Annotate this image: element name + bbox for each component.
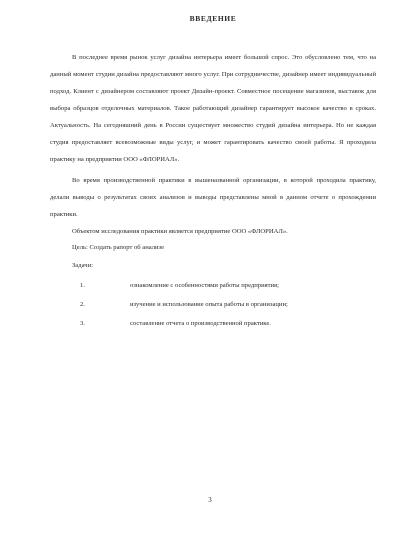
page-number: 3: [208, 496, 212, 504]
list-item: [50, 295, 376, 314]
list-item-number: 1.: [80, 282, 85, 289]
tasks-label: Задачи:: [72, 262, 93, 269]
tasks-list: [50, 276, 376, 333]
list-item: [50, 314, 376, 333]
practice-paragraph: Во время производственной практики в вышеназванной организации, в которой проходила практику, делали выводы о результатах своих анализов и выводы представлены мной в данном отчете о прохождении практики.: [50, 177, 376, 218]
intro-paragraph: В последнее время рынок услуг дизайна интерьера имеет большой спрос. Это обусловлено тем, что на данный момент студии дизайна предоставляют много услуг. При сотрудничестве, дизайнер имеет индивидуальный подход. Клиент с дизайнером составляют проект Дизайн-проект. Совместное посещение магазинов, выставок для выбора образцов отделочных материалов. Такое работающий дизайнер гарантирует высокое качество в сроках. Актуальность. На сегодняшний день в России существует множество студий дизайна интерьера. Но не каждая студия предоставляет всевозможные виды услуг, и может гарантировать качество своей работы. Я проходила практику на предприятии ООО «ФЛОРИАЛ».: [50, 54, 376, 163]
goal-line: Цель: Создать рапорт об анализе: [72, 244, 165, 251]
list-item-number: 2.: [80, 301, 85, 308]
list-item-text: составление отчета о производственной практике.: [130, 320, 271, 327]
list-item: [50, 276, 376, 295]
list-item-text: изучение и использование опыта работы в организации;: [130, 301, 288, 308]
list-item-number: 3.: [80, 320, 85, 327]
object-paragraph: Объектом исследования практики является предприятие ООО «ФЛОРИАЛ».: [72, 228, 288, 235]
document-title: ВВЕДЕНИЕ: [189, 14, 237, 23]
list-item-text: ознакомление с особенностями работы предприятия;: [130, 282, 279, 289]
